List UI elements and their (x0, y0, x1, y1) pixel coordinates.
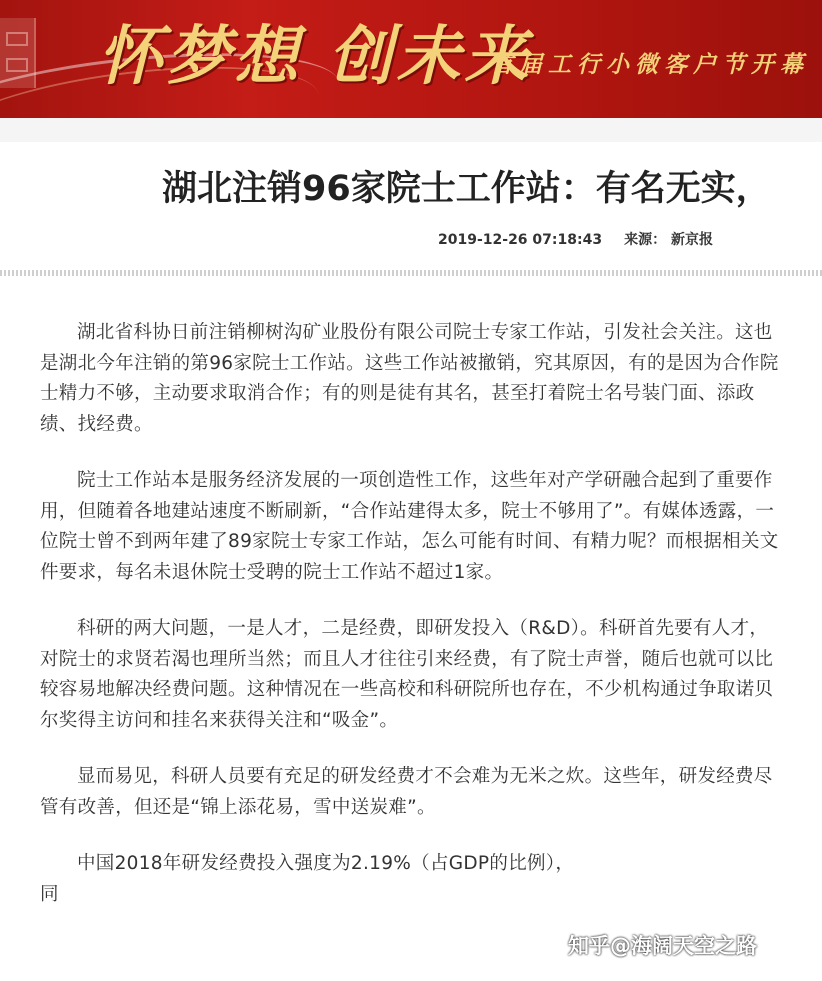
paragraph-text: 中国2018年研发经费投入强度为2.19%（占GDP的比例）， (77, 853, 575, 874)
watermark-text: 知乎@海阔天空之路 (568, 934, 757, 958)
paragraph: 院士工作站本是服务经济发展的一项创造性工作，这些年对产学研融合起到了重要作用，但随着各地建站速度不断刷新，“合作站建得太多，院士不够用了”。有媒体透露，一位院士曾不到两年建了89家院士专家工作站，怎么可能有时间、有精力呢？而根据相关文件要求，每名未退休院士受聘的院士工作站不超过1家。 (40, 470, 779, 583)
dotted-divider (0, 270, 822, 276)
storefront-icon (0, 18, 36, 88)
banner-slogan: 怀梦想 创未来 (98, 19, 533, 94)
paragraph: 显而易见，科研人员要有充足的研发经费才不会难为无米之炊。这些年，研发经费尽管有改善，但还是“锦上添花易，雪中送炭难”。 (40, 766, 773, 818)
paragraph (40, 849, 782, 880)
top-banner (0, 0, 822, 118)
publish-datetime: 2019-12-26 07:18:43 (438, 232, 603, 248)
article-title: 湖北注销96家院士工作站：有名无实， (162, 169, 771, 209)
paragraph: 湖北省科协日前注销柳树沟矿业股份有限公司院士专家工作站，引发社会关注。这也是湖北今年注销的第96家院士工作站。这些工作站被撤销，究其原因，有的是因为合作院士精力不够，主动要求取消合作；有的则是徒有其名，甚至打着院士名号装门面、添政绩、找经费。 (40, 322, 779, 435)
article-meta (438, 230, 713, 250)
banner-subtitle: 首届工行小微客户节开幕 (490, 51, 809, 78)
article-source: 来源： 新京报 (624, 232, 713, 248)
paragraph-cut-off: 同 (40, 883, 59, 905)
banner-spacer (0, 118, 822, 142)
bottom-edge (0, 968, 822, 981)
paragraph: 科研的两大问题，一是人才，二是经费，即研发投入（R&D）。科研首先要有人才，对院士的求贤若渴也理所当然；而且人才往往引来经费，有了院士声誉，随后也就可以比较容易地解决经费问题。这种情况在一些高校和科研院所也存在，不少机构通过争取诺贝尔奖得主访问和挂名来获得关注和“吸金”。 (40, 618, 774, 731)
article-body (40, 318, 782, 936)
